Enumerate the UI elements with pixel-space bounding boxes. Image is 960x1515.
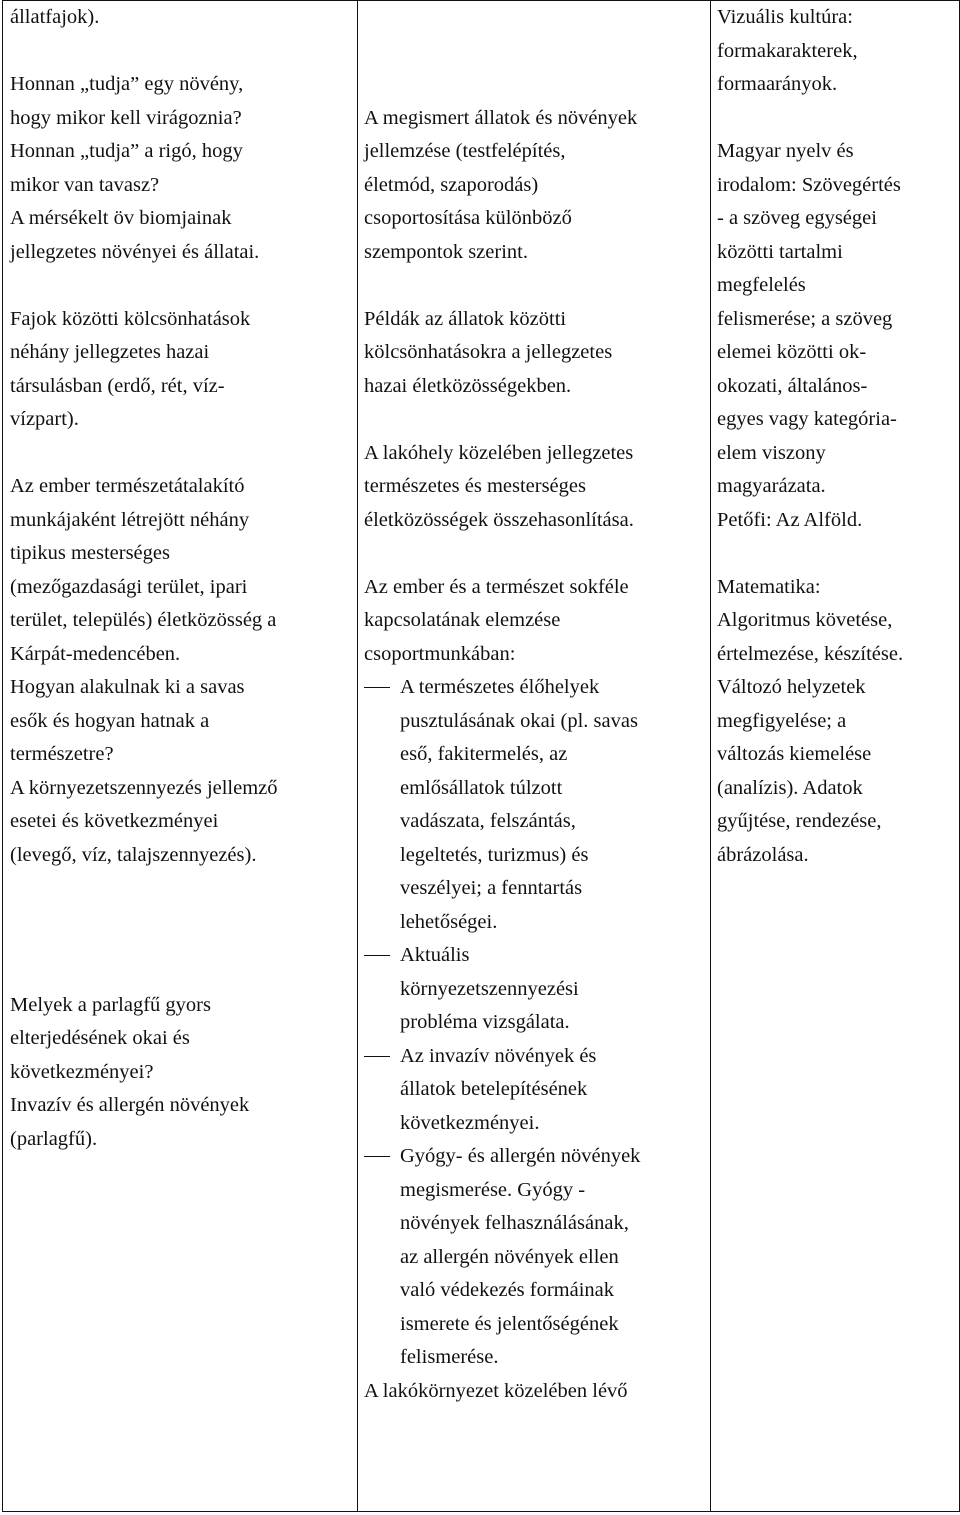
spacer <box>364 1 710 35</box>
list-item-line: legeltetés, turizmus) és <box>400 843 589 866</box>
spacer <box>10 973 357 989</box>
list-item-line: állatok betelepítésének <box>400 1078 588 1100</box>
connection-line: elem viszony <box>717 441 826 464</box>
connection-line: elemei közötti ok- <box>717 341 867 363</box>
spacer <box>364 269 710 303</box>
activity-line: jellemzése (testfelépítés, <box>364 140 566 162</box>
list-item-line: Gyógy- és allergén növények <box>400 1145 641 1167</box>
connection-line: irodalom: Szövegértés <box>717 173 901 196</box>
connection-line: ábrázolása. <box>717 843 809 866</box>
list-item-line: környezetszennyezési <box>400 977 579 1000</box>
connection-line: formakarakterek, <box>717 39 858 62</box>
topic-line: munkájaként létrejött néhány <box>10 508 250 531</box>
connection-line: Vizuális kultúra: <box>717 6 853 28</box>
topic-line: Hogyan alakulnak ki a savas <box>10 676 245 698</box>
connection-line: értelmezése, készítése. <box>717 642 904 665</box>
topic-line: következményei? <box>10 1060 154 1083</box>
table-row <box>3 1 960 1512</box>
topic-line: Az ember természetátalakító <box>10 475 245 497</box>
topics-column <box>3 1 358 1512</box>
list-item-line: való védekezés formáinak <box>400 1279 615 1301</box>
connection-line: közötti tartalmi <box>717 240 843 263</box>
connection-line: Változó helyzetek <box>717 676 866 698</box>
dash-list-item <box>364 671 710 939</box>
list-item-line: Az invazív növények és <box>400 1044 597 1067</box>
activity-line: A megismert állatok és növények <box>364 106 638 129</box>
spacer <box>364 403 710 437</box>
topic-line: állatfajok). <box>10 6 100 28</box>
spacer <box>10 872 357 906</box>
list-item-line: felismerése. <box>400 1346 499 1368</box>
connection-line: felismerése; a szöveg <box>717 307 893 330</box>
curriculum-table <box>2 0 960 1512</box>
list-item-line: Aktuális <box>400 944 470 966</box>
spacer <box>10 269 357 303</box>
dash-list-item <box>364 1140 710 1375</box>
spacer <box>10 437 357 471</box>
spacer <box>364 537 710 571</box>
topic-line: Honnan „tudja” a rigó, hogy <box>10 140 243 162</box>
topic-line: hogy mikor kell virágoznia? <box>10 106 242 129</box>
topic-line: Melyek a parlagfű gyors <box>10 993 211 1016</box>
topics-content <box>3 1 357 1156</box>
topic-line: néhány jellegzetes hazai <box>10 341 210 363</box>
list-item-line: az allergén növények ellen <box>400 1245 619 1268</box>
connection-line: változás kiemelése <box>717 743 872 765</box>
topic-line: Fajok közötti kölcsönhatások <box>10 307 251 330</box>
activities-column <box>358 1 711 1512</box>
activity-line: természetes és mesterséges <box>364 475 586 497</box>
list-item-line: lehetőségei. <box>400 910 498 933</box>
list-item-line: következményei. <box>400 1111 540 1134</box>
connection-line: okozati, általános- <box>717 374 868 397</box>
list-item-line: növények felhasználásának, <box>400 1212 629 1234</box>
list-item-line: ismerete és jelentőségének <box>400 1312 619 1335</box>
spacer <box>364 68 710 102</box>
activity-line: Az ember és a természet sokféle <box>364 575 629 598</box>
topic-line: természetre? <box>10 743 114 765</box>
topic-line: elterjedésének okai és <box>10 1027 190 1049</box>
connection-line: gyűjtése, rendezése, <box>717 810 882 832</box>
list-item-line: emlősállatok túlzott <box>400 776 563 799</box>
activity-line: A lakókörnyezet közelében lévő <box>364 1379 628 1402</box>
list-item-line: eső, fakitermelés, az <box>400 743 568 765</box>
topic-line: mikor van tavasz? <box>10 173 160 196</box>
topic-line: társulásban (erdő, rét, víz- <box>10 374 225 397</box>
topic-line: esetei és következményei <box>10 810 219 832</box>
connection-line: Petőfi: Az Alföld. <box>717 508 863 531</box>
list-item-line: pusztulásának okai (pl. savas <box>400 709 638 732</box>
activity-line: kölcsönhatásokra a jellegzetes <box>364 341 613 363</box>
activity-line: életközösségek összehasonlítása. <box>364 508 634 531</box>
connection-line: (analízis). Adatok <box>717 776 863 799</box>
spacer <box>10 35 357 69</box>
topic-line: A környezetszennyezés jellemző <box>10 776 278 799</box>
dash-bullet-icon <box>364 687 390 688</box>
activity-line: kapcsolatának elemzése <box>364 609 561 631</box>
topic-line: A mérsékelt öv biomjainak <box>10 207 232 229</box>
topic-line: (parlagfű). <box>10 1127 98 1150</box>
topic-line: Kárpát-medencében. <box>10 642 181 665</box>
connection-line: megfigyelése; a <box>717 709 847 732</box>
connections-content <box>711 1 959 872</box>
list-item-line: A természetes élőhelyek <box>400 676 600 698</box>
activity-line: csoportmunkában: <box>364 642 516 665</box>
topic-line: jellegzetes növényei és állatai. <box>10 240 260 263</box>
activities-content <box>358 1 710 1408</box>
dash-bullet-icon <box>364 1056 390 1057</box>
activity-line: Példák az állatok közötti <box>364 307 567 330</box>
dash-bullet-icon <box>364 1156 390 1157</box>
activity-line: életmód, szaporodás) <box>364 173 539 196</box>
list-item-line: probléma vizsgálata. <box>400 1011 570 1033</box>
spacer <box>717 102 959 136</box>
dash-list-item <box>364 939 710 1040</box>
dash-list-item <box>364 1040 710 1141</box>
connection-line: Algoritmus követése, <box>717 609 893 631</box>
topic-line: Honnan „tudja” egy növény, <box>10 73 244 95</box>
connections-column <box>711 1 960 1512</box>
connection-line: egyes vagy kategória- <box>717 408 897 430</box>
list-item-line: vadászata, felszántás, <box>400 810 576 832</box>
connection-line: - a szöveg egységei <box>717 207 877 229</box>
connection-line: formaarányok. <box>717 73 838 95</box>
topic-line: tipikus mesterséges <box>10 542 170 564</box>
list-item-line: megismerése. Gyógy - <box>400 1178 586 1201</box>
connection-line: megfelelés <box>717 274 806 296</box>
connection-line: magyarázata. <box>717 475 826 497</box>
topic-line: Invazív és allergén növények <box>10 1094 250 1116</box>
spacer <box>717 537 959 571</box>
connection-line: Matematika: <box>717 575 821 598</box>
spacer <box>10 939 357 973</box>
topic-line: (mezőgazdasági terület, ipari <box>10 575 248 598</box>
dash-bullet-icon <box>364 955 390 956</box>
spacer <box>364 35 710 69</box>
activity-line: csoportosítása különböző <box>364 207 572 229</box>
topic-line: vízpart). <box>10 408 79 430</box>
activity-line: szempontok szerint. <box>364 240 528 263</box>
connection-line: Magyar nyelv és <box>717 140 854 162</box>
topic-line: (levegő, víz, talajszennyezés). <box>10 843 257 866</box>
list-item-line: veszélyei; a fenntartás <box>400 877 583 899</box>
topic-line: terület, település) életközösség a <box>10 609 277 631</box>
activity-line: A lakóhely közelében jellegzetes <box>364 441 634 464</box>
spacer <box>10 906 357 940</box>
activity-line: hazai életközösségekben. <box>364 374 572 397</box>
topic-line: esők és hogyan hatnak a <box>10 709 210 732</box>
